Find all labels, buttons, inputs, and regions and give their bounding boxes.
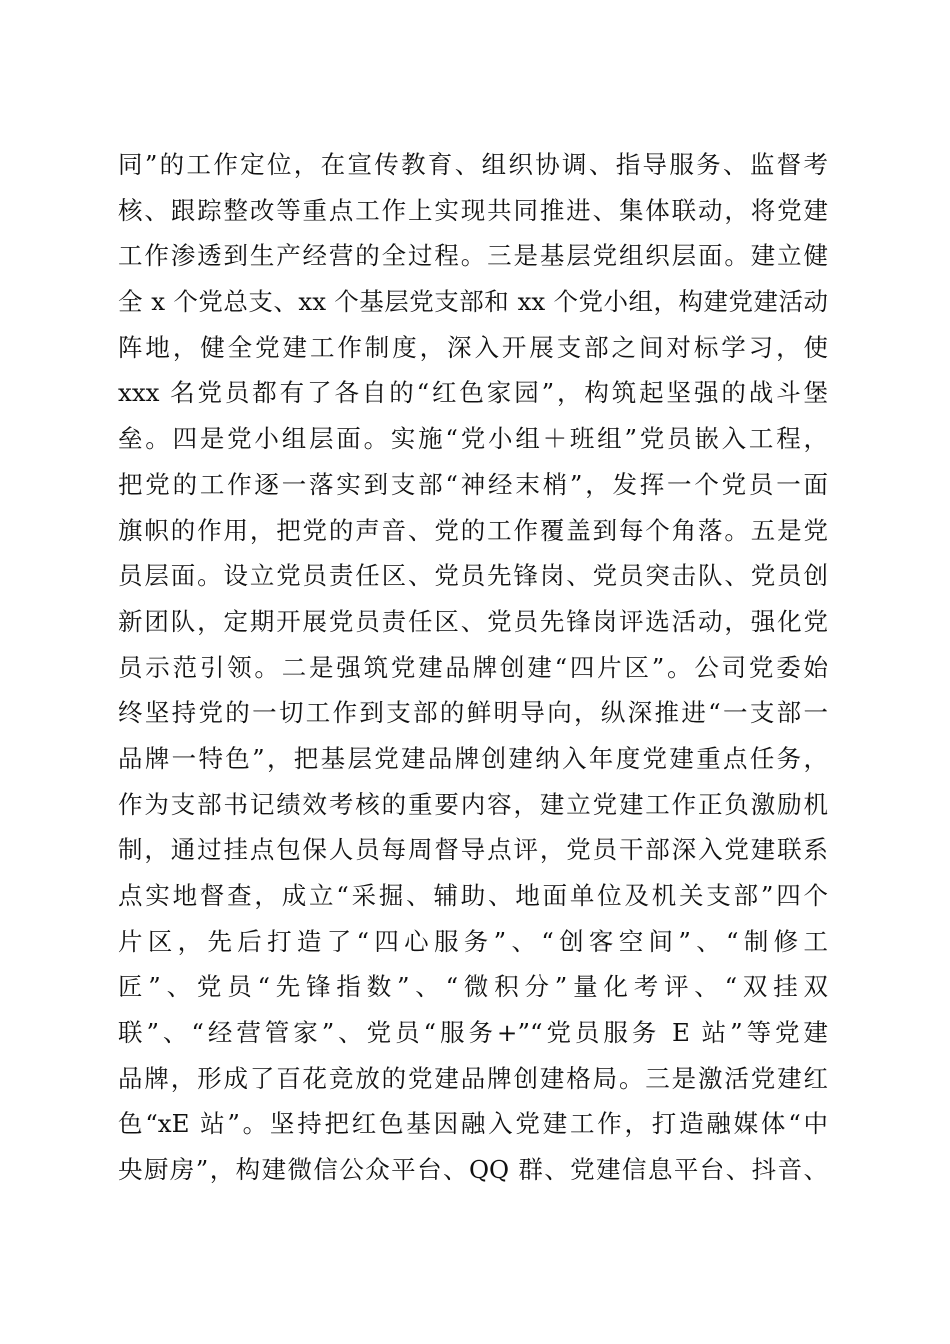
text-line: 阵地，健全党建工作制度，深入开展支部之间对标学习，使: [118, 332, 828, 362]
text-line: 联”、“经营管家”、党员“服务+”“党员服务 E 站”等党建: [118, 1018, 828, 1048]
text-line: 工作渗透到生产经营的全过程。三是基层党组织层面。建立健: [118, 241, 828, 271]
text-line: 制，通过挂点包保人员每周督导点评，党员干部深入党建联系: [118, 835, 828, 865]
text-line: 点实地督查，成立“采掘、辅助、地面单位及机关支部”四个: [118, 881, 828, 910]
text-line: 色“xE 站”。坚持把红色基因融入党建工作，打造融媒体“中: [118, 1109, 828, 1139]
text-line: 终坚持党的一切工作到支部的鲜明导向，纵深推进“一支部一: [118, 698, 828, 728]
body-text: [118, 142, 828, 1193]
text-line: 品牌，形成了百花竞放的党建品牌创建格局。三是激活党建红: [118, 1063, 828, 1093]
text-line: 作为支部书记绩效考核的重要内容，建立党建工作正负激励机: [118, 789, 828, 819]
text-line: 员层面。设立党员责任区、党员先锋岗、党员突击队、党员创: [118, 561, 828, 591]
text-line: 旗帜的作用，把党的声音、党的工作覆盖到每个角落。五是党: [118, 515, 828, 545]
text-line: 片区，先后打造了“四心服务”、“创客空间”、“制修工: [118, 926, 828, 956]
text-line: xxx 名党员都有了各自的“红色家园”，构筑起坚强的战斗堡: [118, 378, 828, 408]
text-line: 匠”、党员“先锋指数”、“微积分”量化考评、“双挂双: [118, 972, 828, 1002]
text-line: 员示范引领。二是强筑党建品牌创建“四片区”。公司党委始: [118, 652, 828, 682]
text-line: 同”的工作定位，在宣传教育、组织协调、指导服务、监督考: [118, 150, 828, 179]
text-line: 全 x 个党总支、xx 个基层党支部和 xx 个党小组，构建党建活动: [118, 287, 828, 317]
text-line: 核、跟踪整改等重点工作上实现共同推进、集体联动，将党建: [118, 195, 828, 225]
text-line: 新团队，定期开展党员责任区、党员先锋岗评选活动，强化党: [118, 606, 828, 636]
text-line: 把党的工作逐一落实到支部“神经末梢”，发挥一个党员一面: [118, 469, 828, 499]
text-line: 央厨房”，构建微信公众平台、QQ 群、党建信息平台、抖音、: [118, 1155, 828, 1185]
text-line: 品牌一特色”，把基层党建品牌创建纳入年度党建重点任务，: [118, 743, 828, 773]
text-line: 垒。四是党小组层面。实施“党小组＋班组”党员嵌入工程，: [118, 424, 828, 454]
